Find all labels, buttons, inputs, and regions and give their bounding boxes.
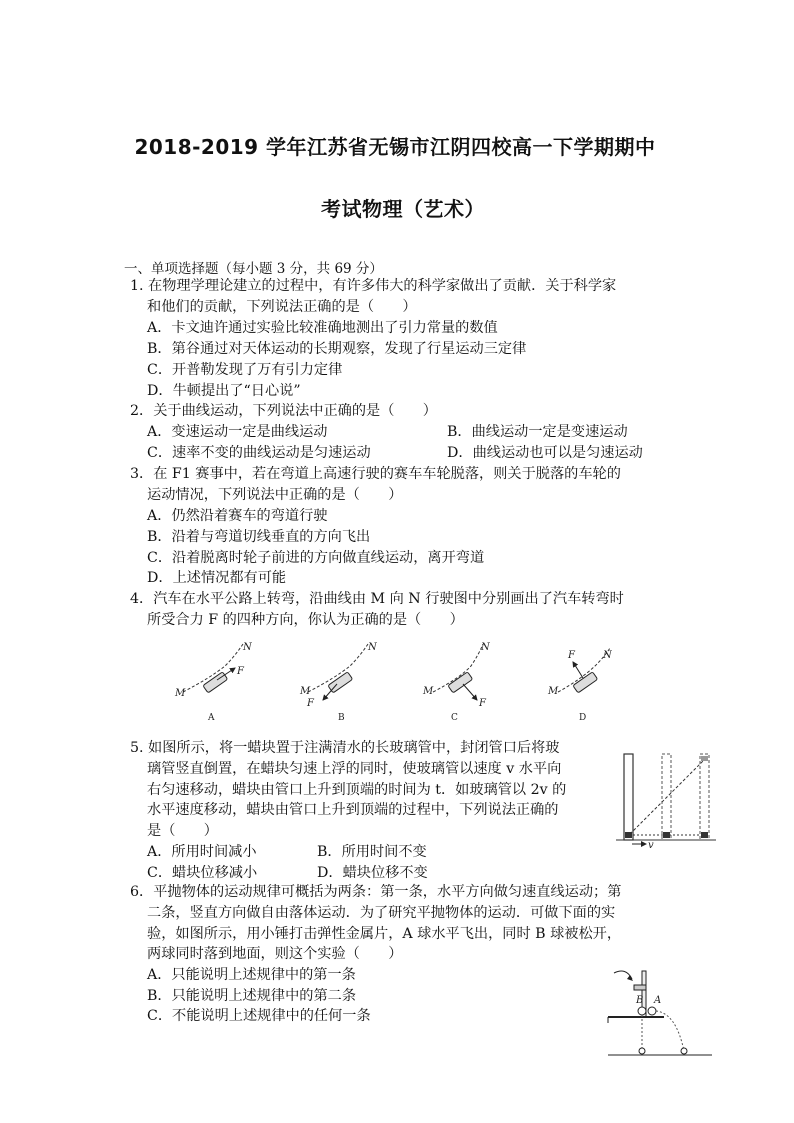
q6-stem-line-3: 验，如图所示，用小锤打击弹性金属片，A 球水平飞出，同时 B 球被松开， bbox=[147, 926, 622, 942]
q4-diagram-b bbox=[299, 642, 378, 723]
q1-option-d: D．牛顿提出了“日心说” bbox=[147, 383, 301, 399]
q5-stem-line-4: 水平速度移动，蜡块由管口上升到顶端的过程中，下列说法正确的 bbox=[147, 802, 559, 818]
section-heading: 一、单项选择题（每小题 3 分，共 69 分） bbox=[124, 261, 383, 277]
q5-option-b: B．所用时间不变 bbox=[317, 844, 427, 860]
q2-option-b: B．曲线运动一定是变速运动 bbox=[447, 424, 628, 440]
q4-c-label-f: F bbox=[479, 698, 486, 709]
q3-option-d: D．上述情况都有可能 bbox=[147, 570, 287, 586]
q4-d-label-n: N bbox=[603, 650, 612, 661]
q4-b-label-m: M bbox=[300, 686, 311, 697]
q4-stem-line-2: 所受合力 F 的四种方向，你认为正确的是（ ） bbox=[147, 612, 464, 628]
q5-stem-line-1: 5. 如图所示，将一蜡块置于注满清水的长玻璃管中，封闭管口后将玻 bbox=[130, 740, 560, 756]
q4-a-label-f: F bbox=[237, 666, 244, 677]
q4-c-label-m: M bbox=[423, 686, 434, 697]
q6-stem-line-2: 二条，竖直方向做自由落体运动．为了研究平抛物体的运动．可做下面的实 bbox=[147, 905, 616, 921]
q4-stem-line-1: 4．汽车在水平公路上转弯，沿曲线由 M 向 N 行驶图中分别画出了汽车转弯时 bbox=[130, 591, 624, 607]
q3-option-b: B．沿着与弯道切线垂直的方向飞出 bbox=[147, 529, 371, 545]
q6-option-a: A．只能说明上述规律中的第一条 bbox=[147, 967, 356, 983]
q2-option-a: A．变速运动一定是曲线运动 bbox=[147, 424, 328, 440]
q1-option-b: B．第谷通过对天体运动的长期观察，发现了行星运动三定律 bbox=[147, 341, 527, 357]
q6-option-c: C．不能说明上述规律中的任何一条 bbox=[147, 1008, 371, 1024]
q4-caption-c: C bbox=[451, 713, 458, 723]
q5-figure bbox=[616, 750, 716, 850]
q5-option-d: D．蜡块位移不变 bbox=[317, 865, 428, 881]
page-title-line-2: 考试物理（艺术） bbox=[321, 197, 485, 221]
q5-option-c: C．蜡块位移减小 bbox=[147, 865, 258, 881]
q2-option-c: C．速率不变的曲线运动是匀速运动 bbox=[147, 445, 371, 461]
q6-stem-line-1: 6．平抛物体的运动规律可概括为两条：第一条，水平方向做匀速直线运动；第 bbox=[130, 884, 622, 900]
q4-figure bbox=[165, 638, 615, 728]
q1-option-c: C．开普勒发现了万有引力定律 bbox=[147, 362, 343, 378]
page-title-line-1: 2018-2019 学年江苏省无锡市江阴四校高一下学期期中 bbox=[134, 135, 656, 159]
q5-option-a: A．所用时间减小 bbox=[147, 844, 257, 860]
q4-b-label-f: F bbox=[307, 698, 314, 709]
q3-stem-line-2: 运动情况，下列说法中正确的是（ ） bbox=[147, 487, 403, 503]
q4-caption-b: B bbox=[338, 713, 345, 723]
q4-d-label-m: M bbox=[548, 686, 559, 697]
q5-label-v: v bbox=[648, 840, 654, 850]
q6-figure bbox=[604, 965, 714, 1060]
q4-caption-d: D bbox=[579, 713, 587, 723]
q1-stem-line-2: 和他们的贡献，下列说法正确的是（ ） bbox=[147, 299, 417, 315]
q5-stem-line-3: 右匀速移动，蜡块由管口上升到顶端的时间为 t．如玻璃管以 2v 的 bbox=[147, 782, 567, 798]
q3-option-c: C．沿着脱离时轮子前进的方向做直线运动，离开弯道 bbox=[147, 550, 485, 566]
q5-stem-line-2: 璃管竖直倒置，在蜡块匀速上浮的同时，使玻璃管以速度 v 水平向 bbox=[147, 761, 562, 777]
q2-stem: 2．关于曲线运动，下列说法中正确的是（ ） bbox=[130, 403, 437, 419]
q3-stem-line-1: 3．在 F1 赛事中，若在弯道上高速行驶的赛车车轮脱落，则关于脱落的车轮的 bbox=[130, 466, 621, 482]
q6-label-b: B bbox=[636, 995, 644, 1006]
q4-a-label-m: M bbox=[175, 688, 186, 699]
q1-stem-line-1: 1. 在物理学理论建立的过程中，有许多伟大的科学家做出了贡献．关于科学家 bbox=[130, 278, 617, 294]
q1-option-a: A．卡文迪许通过实验比较准确地测出了引力常量的数值 bbox=[147, 320, 498, 336]
q5-stem-line-5: 是（ ） bbox=[147, 823, 218, 839]
q4-a-label-n: N bbox=[243, 642, 252, 653]
q4-diagram-a bbox=[174, 642, 253, 723]
q4-diagram-d bbox=[547, 648, 613, 723]
q2-option-d: D．曲线运动也可以是匀速运动 bbox=[447, 445, 643, 461]
q6-label-a: A bbox=[654, 995, 662, 1006]
q4-d-label-f: F bbox=[568, 650, 575, 661]
q6-stem-line-4: 两球同时落到地面，则这个实验（ ） bbox=[147, 946, 403, 962]
q3-option-a: A．仍然沿着赛车的弯道行驶 bbox=[147, 508, 328, 524]
q6-option-b: B．只能说明上述规律中的第二条 bbox=[147, 988, 357, 1004]
q4-caption-a: A bbox=[208, 713, 215, 723]
q4-diagram-c bbox=[422, 642, 491, 723]
q4-c-label-n: N bbox=[481, 642, 490, 653]
q4-b-label-n: N bbox=[368, 642, 377, 653]
